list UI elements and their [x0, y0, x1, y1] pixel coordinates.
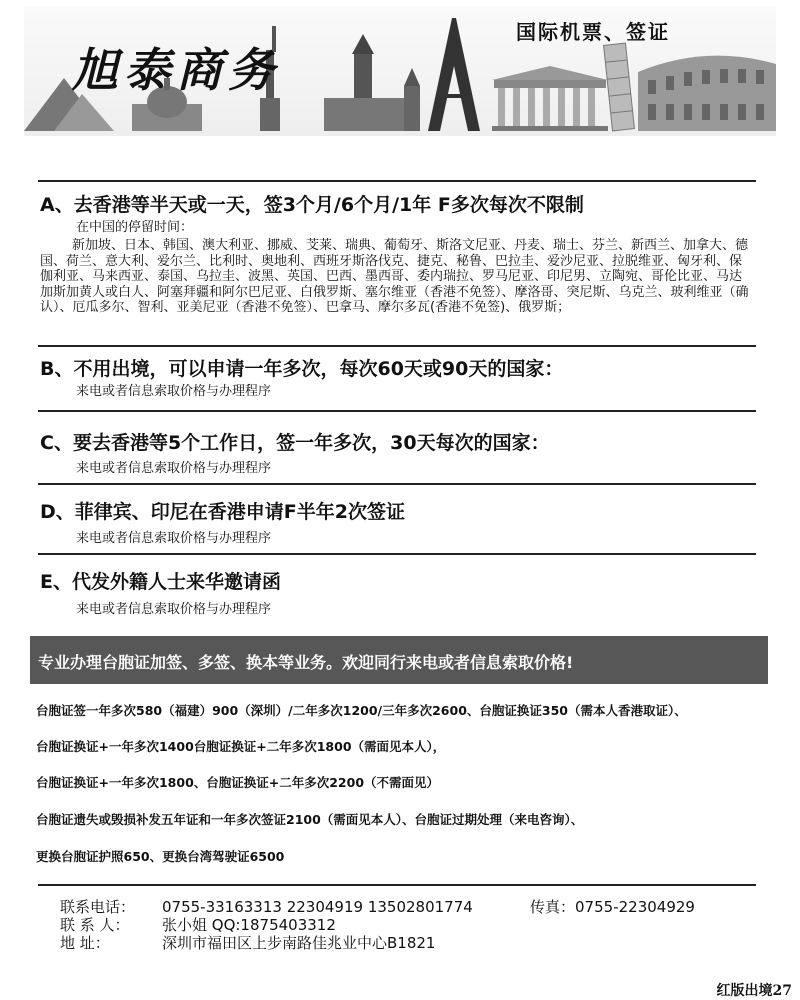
tagline: 国际机票、签证: [516, 20, 670, 44]
section-c-title: C、要去香港等5个工作日，签一年多次，30天每次的国家：: [40, 432, 550, 454]
contact-address-row: [60, 932, 435, 953]
taiwan-price-line: 台胞证遗失或毁损补发五年证和一年多次签证2100（需面见本人）、台胞证过期处理（来电咨询）、: [36, 812, 584, 827]
country-list: 新加坡、日本、韩国、澳大利亚、挪威、芠莱、瑞典、葡萄牙、斯洛文尼亚、丹麦、瑞士、芬兰、新西兰、加拿大、德国、荷兰、意大利、爱尔兰、比利时、奥地利、西班牙斯洛伐克、捷克、秘鲁、巴拉圭、爱沙尼亚、拉脱维亚、匈牙利、保伽利亚、马来西亚、泰国、乌拉圭、波黑、英国、巴西、墨西哥、委内瑞拉、罗马尼亚、印尼男、立陶宛、哥伦比亚、马达加斯加黄人或白人、阿塞拜疆和阿尔巴尼亚、白俄罗斯、塞尔维亚（香港不免签）、摩洛哥、突尼斯、乌克兰、玻利维亚（确认）、厄瓜多尔、智利、亚美尼亚（香港不免签）、巴拿马、摩尔多瓦(香港不免签)、俄罗斯；: [40, 238, 749, 315]
address-value: 深圳市福田区上步南路佳兆业中心B1821: [162, 934, 436, 952]
page-footer-mark: 红版出境27: [716, 983, 792, 999]
section-a-subtitle: 在中国的停留时间：: [76, 220, 194, 235]
section-b-title: B、不用出境，可以申请一年多次，每次60天或90天的国家：: [40, 358, 564, 380]
taiwan-service-banner: [30, 636, 768, 684]
divider-line: [38, 884, 756, 886]
phone-label: 联系电话：: [60, 898, 136, 916]
person-value: 张小姐 QQ:1875403312: [162, 916, 336, 934]
section-b-subtitle: 来电或者信息索取价格与办理程序: [76, 384, 272, 399]
brand-logo-text: 旭泰商务: [72, 43, 280, 97]
divider-line: [38, 483, 756, 485]
fax-value: 0755-22304929: [575, 898, 695, 916]
section-d-title: D、菲律宾、印尼在香港申请F半年2次签证: [40, 501, 405, 523]
taiwan-price-line: 更换台胞证护照650、更换台湾驾驶证6500: [36, 849, 285, 864]
section-a-title: A、去香港等半天或一天，签3个月/6个月/1年 F多次每次不限制: [40, 194, 584, 216]
taiwan-service-banner-text: 专业办理台胞证加签、多签、换本等业务。欢迎同行来电或者信息索取价格!: [38, 653, 574, 672]
taiwan-price-line: 台胞证换证+一年多次1800、台胞证换证+二年多次2200（不需面见）: [36, 775, 440, 790]
section-e-title: E、代发外籍人士来华邀请函: [40, 571, 281, 593]
section-e-subtitle: 来电或者信息索取价格与办理程序: [76, 602, 272, 617]
contact-fax-row: [530, 896, 695, 917]
taiwan-price-line: 台胞证签一年多次580（福建）900（深圳）/二年多次1200/三年多次2600、台胞证换证350（需本人香港取证）、: [36, 703, 687, 718]
address-label: 地 址：: [60, 934, 110, 952]
person-label: 联 系 人：: [60, 916, 130, 934]
divider-line: [38, 410, 756, 412]
fax-label: 传真：: [530, 898, 576, 916]
taiwan-price-line: 台胞证换证+一年多次1400台胞证换证+二年多次1800（需面见本人），: [36, 739, 446, 754]
divider-line: [38, 345, 756, 347]
section-d-subtitle: 来电或者信息索取价格与办理程序: [76, 531, 272, 546]
divider-line: [38, 553, 756, 555]
divider-line: [38, 180, 756, 182]
section-c-subtitle: 来电或者信息索取价格与办理程序: [76, 461, 272, 476]
header-banner: [24, 6, 776, 136]
phone-value: 0755-33163313 22304919 13502801774: [162, 898, 473, 916]
